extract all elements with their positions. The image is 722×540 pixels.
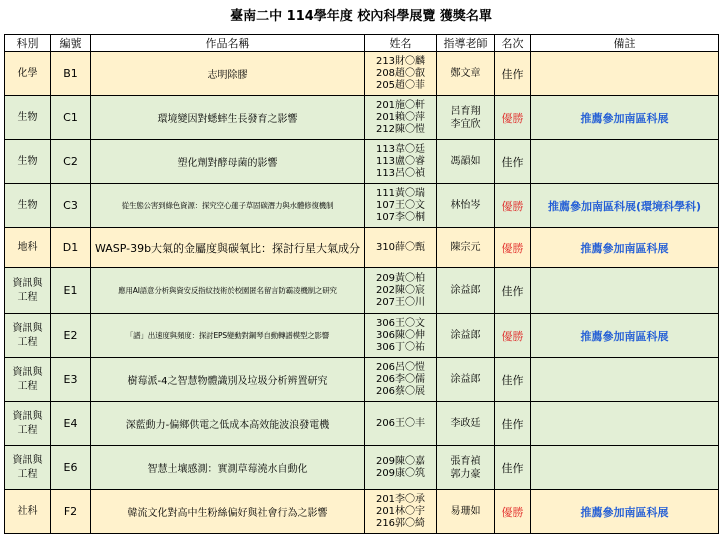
teacher-cell (437, 184, 495, 228)
table-row (5, 402, 719, 446)
category-cell: 化學 (5, 52, 51, 96)
header-award: 名次 (495, 35, 531, 52)
award-cell: 佳作 (495, 446, 531, 490)
award-cell: 佳作 (495, 52, 531, 96)
names-cell (365, 446, 437, 490)
title-cell: 韓流文化對高中生粉絲偏好與社會行為之影響 (91, 490, 365, 534)
student-name: 206呂〇愷 (375, 361, 426, 373)
teacher-name: 涂益郎 (450, 285, 481, 296)
student-name: 310薛〇甄 (375, 241, 426, 253)
table-row (5, 358, 719, 402)
teacher-name: 李政廷 (450, 418, 481, 429)
table-row (5, 140, 719, 184)
names-cell (365, 490, 437, 534)
note-cell (531, 446, 719, 490)
student-name: 206王〇丰 (375, 417, 426, 429)
teacher-cell (437, 446, 495, 490)
number-cell: E4 (51, 402, 91, 446)
student-name: 113呂〇禎 (375, 167, 426, 179)
number-cell: E2 (51, 314, 91, 358)
title-cell: WASP-39b大氣的金屬度與碳氧比：探討行星大氣成分 (91, 228, 365, 268)
number-cell: E3 (51, 358, 91, 402)
names-cell (365, 96, 437, 140)
number-cell: C2 (51, 140, 91, 184)
note-cell: 推薦參加南區科展 (531, 96, 719, 140)
student-name: 107李〇桐 (375, 211, 426, 223)
title-cell: 塑化劑對酵母菌的影響 (91, 140, 365, 184)
teacher-name: 易珊如 (450, 506, 481, 517)
teacher-name: 呂育翔 (450, 105, 481, 117)
names-cell (365, 184, 437, 228)
category-cell: 生物 (5, 96, 51, 140)
teacher-name: 陳宗元 (450, 242, 481, 253)
category-cell: 生物 (5, 184, 51, 228)
note-cell: 推薦參加南區科展(環境科學科) (531, 184, 719, 228)
table-row (5, 228, 719, 268)
student-name: 201李〇承 (375, 493, 426, 505)
award-cell: 佳作 (495, 140, 531, 184)
teacher-cell (437, 358, 495, 402)
category-cell: 資訊與 工程 (5, 314, 51, 358)
student-name: 113韋〇廷 (375, 143, 426, 155)
table-row (5, 268, 719, 314)
note-cell (531, 52, 719, 96)
award-cell: 優勝 (495, 96, 531, 140)
title-cell: 深藍動力-偏鄉供電之低成本高效能波浪發電機 (91, 402, 365, 446)
student-name: 201賴〇萍 (375, 111, 426, 123)
teacher-cell (437, 268, 495, 314)
title-cell: 志明除膠 (91, 52, 365, 96)
note-cell: 推薦參加南區科展 (531, 228, 719, 268)
student-name: 111黃〇瑞 (375, 187, 426, 199)
category-cell: 社科 (5, 490, 51, 534)
table-row (5, 96, 719, 140)
teacher-cell (437, 490, 495, 534)
award-cell: 優勝 (495, 228, 531, 268)
award-cell: 佳作 (495, 358, 531, 402)
award-cell: 優勝 (495, 314, 531, 358)
teacher-name: 郭力豪 (450, 468, 481, 480)
category-cell: 生物 (5, 140, 51, 184)
header-title: 作品名稱 (91, 35, 365, 52)
teacher-name: 林怡岑 (450, 200, 481, 211)
student-name: 207王〇川 (375, 296, 426, 308)
header-category: 科別 (5, 35, 51, 52)
award-table (4, 34, 719, 534)
number-cell: D1 (51, 228, 91, 268)
category-cell: 資訊與 工程 (5, 402, 51, 446)
names-cell (365, 314, 437, 358)
student-name: 212陳〇愷 (375, 123, 426, 135)
header-teacher: 指導老師 (437, 35, 495, 52)
teacher-name: 涂益郎 (450, 330, 481, 341)
category-cell: 資訊與 工程 (5, 268, 51, 314)
title-cell: 樹莓派-4之智慧物體識別及垃圾分析辨置研究 (91, 358, 365, 402)
student-name: 205趙〇菲 (375, 79, 426, 91)
table-row (5, 314, 719, 358)
student-name: 201林〇宇 (375, 505, 426, 517)
teacher-cell (437, 228, 495, 268)
note-cell (531, 402, 719, 446)
teacher-cell (437, 96, 495, 140)
student-name: 107王〇文 (375, 199, 426, 211)
title-cell: 環境變因對蟋蟀生長發育之影響 (91, 96, 365, 140)
title-cell: 「譜」出速度與頻度：探討EPS變動對鋼琴自動轉譜模型之影響 (91, 314, 365, 358)
student-name: 306王〇文 (375, 317, 426, 329)
header-number: 編號 (51, 35, 91, 52)
category-cell: 資訊與 工程 (5, 446, 51, 490)
teacher-cell (437, 402, 495, 446)
names-cell (365, 358, 437, 402)
names-cell (365, 228, 437, 268)
names-cell (365, 402, 437, 446)
number-cell: F2 (51, 490, 91, 534)
table-row (5, 490, 719, 534)
student-name: 209康〇筑 (375, 467, 426, 479)
names-cell (365, 52, 437, 96)
teacher-name: 馮韻如 (450, 156, 481, 167)
note-cell: 推薦參加南區科展 (531, 490, 719, 534)
student-name: 209陳〇嘉 (375, 455, 426, 467)
category-cell: 資訊與 工程 (5, 358, 51, 402)
student-name: 209黃〇柏 (375, 272, 426, 284)
table-header-row (5, 35, 719, 52)
award-cell: 佳作 (495, 402, 531, 446)
table-row (5, 446, 719, 490)
number-cell: C3 (51, 184, 91, 228)
award-cell: 佳作 (495, 268, 531, 314)
title-cell: 從生態公害到綠色資源：探究空心蓮子草固碳潛力與水體修復機制 (91, 184, 365, 228)
names-cell (365, 268, 437, 314)
student-name: 213財〇麟 (375, 55, 426, 67)
number-cell: E6 (51, 446, 91, 490)
teacher-cell (437, 140, 495, 184)
teacher-cell (437, 314, 495, 358)
teacher-name: 鄭文章 (450, 68, 481, 79)
teacher-name: 涂益郎 (450, 374, 481, 385)
note-cell (531, 358, 719, 402)
student-name: 306丁〇祐 (375, 341, 426, 353)
student-name: 208趙〇叡 (375, 67, 426, 79)
student-name: 216郭〇綺 (375, 517, 426, 529)
header-note: 備註 (531, 35, 719, 52)
student-name: 206蔡〇展 (375, 385, 426, 397)
table-row (5, 184, 719, 228)
student-name: 306陳〇伸 (375, 329, 426, 341)
note-cell (531, 140, 719, 184)
title-cell: 應用AI語意分析與資安反指紋技術於校園匿名留言防霸凌機制之研究 (91, 268, 365, 314)
names-cell (365, 140, 437, 184)
teacher-name: 李宜欣 (450, 118, 481, 130)
table-row (5, 52, 719, 96)
number-cell: E1 (51, 268, 91, 314)
number-cell: B1 (51, 52, 91, 96)
award-cell: 優勝 (495, 490, 531, 534)
student-name: 202陳〇宸 (375, 284, 426, 296)
category-cell: 地科 (5, 228, 51, 268)
page-title: 臺南二中 114學年度 校內科學展覽 獲獎名單 (230, 9, 492, 24)
note-cell: 推薦參加南區科展 (531, 314, 719, 358)
teacher-cell (437, 52, 495, 96)
title-cell: 智慧土壤感測：實測草莓澆水自動化 (91, 446, 365, 490)
student-name: 206李〇儒 (375, 373, 426, 385)
header-names: 姓名 (365, 35, 437, 52)
student-name: 113盧〇睿 (375, 155, 426, 167)
number-cell: C1 (51, 96, 91, 140)
note-cell (531, 268, 719, 314)
award-cell: 優勝 (495, 184, 531, 228)
teacher-name: 張育禎 (450, 455, 481, 467)
student-name: 201施〇軒 (375, 99, 426, 111)
